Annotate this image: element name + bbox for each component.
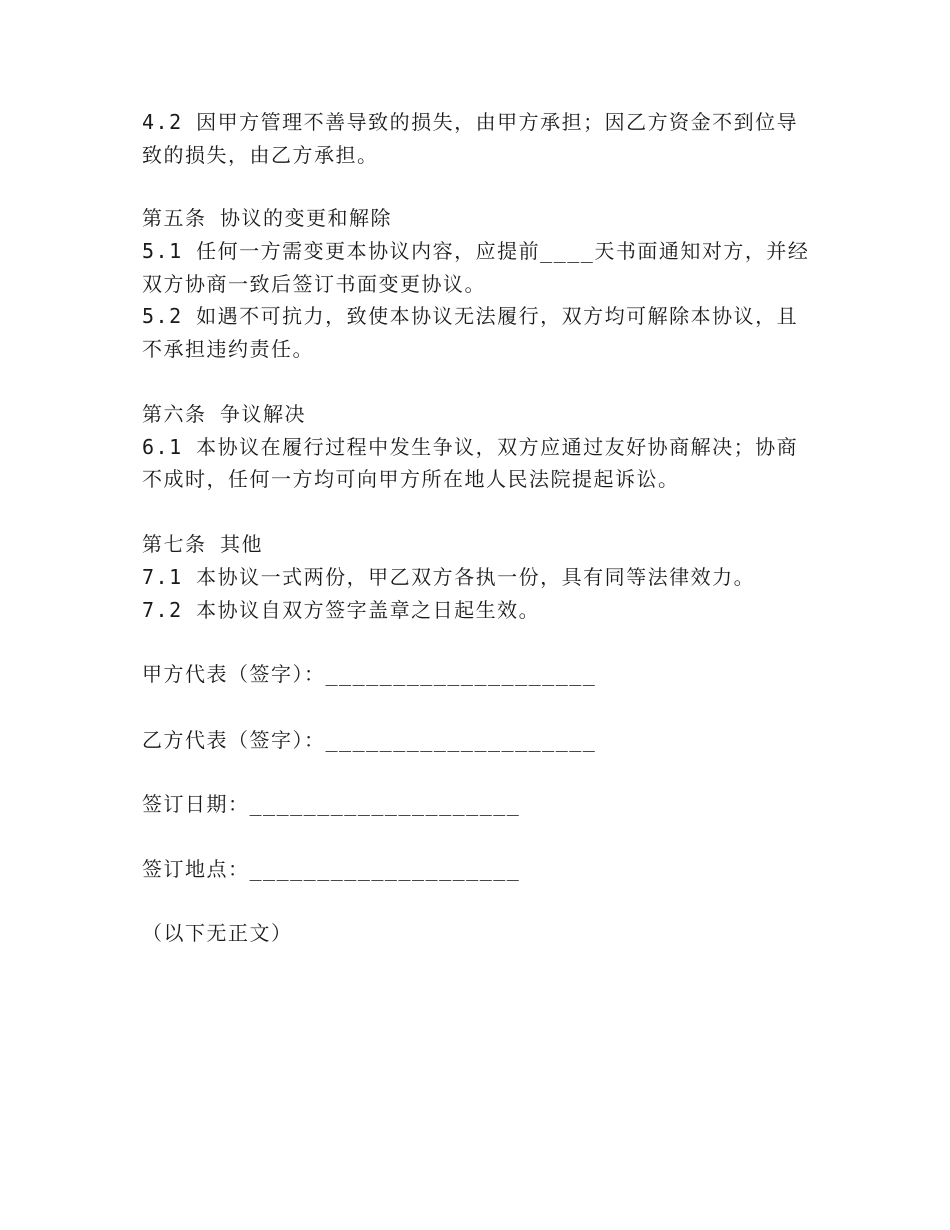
clause-5-1-line-1: 5.1 任何一方需变更本协议内容，应提前____天书面通知对方，并经: [142, 239, 810, 263]
party-a-signature-line: 甲方代表（签字）：____________________: [142, 662, 597, 686]
clause-7-2: 7.2 本协议自双方签字盖章之日起生效。: [142, 598, 541, 622]
clause-5-1-line-2: 双方协商一致后签订书面变更协议。: [142, 272, 486, 296]
article-7-heading: 第七条 其他: [142, 532, 264, 556]
clause-5-2-line-1: 5.2 如遇不可抗力，致使本协议无法履行，双方均可解除本协议，且: [142, 304, 799, 328]
signing-place-line: 签订地点：____________________: [142, 857, 521, 881]
signing-date-line: 签订日期：____________________: [142, 792, 521, 816]
clause-4-2-line-2: 致的损失，由乙方承担。: [142, 143, 379, 167]
party-b-signature-line: 乙方代表（签字）：____________________: [142, 728, 597, 752]
end-of-text-note: （以下无正文）: [142, 921, 293, 945]
clause-6-1-line-2: 不成时，任何一方均可向甲方所在地人民法院提起诉讼。: [142, 467, 680, 491]
article-5-heading: 第五条 协议的变更和解除: [142, 206, 393, 230]
article-6-heading: 第六条 争议解决: [142, 402, 307, 426]
clause-6-1-line-1: 6.1 本协议在履行过程中发生争议，双方应通过友好协商解决；协商: [142, 435, 799, 459]
clause-7-1: 7.1 本协议一式两份，甲乙双方各执一份，具有同等法律效力。: [142, 565, 756, 589]
clause-4-2-line-1: 4.2 因甲方管理不善导致的损失，由甲方承担；因乙方资金不到位导: [142, 110, 799, 134]
clause-5-2-line-2: 不承担违约责任。: [142, 337, 314, 361]
